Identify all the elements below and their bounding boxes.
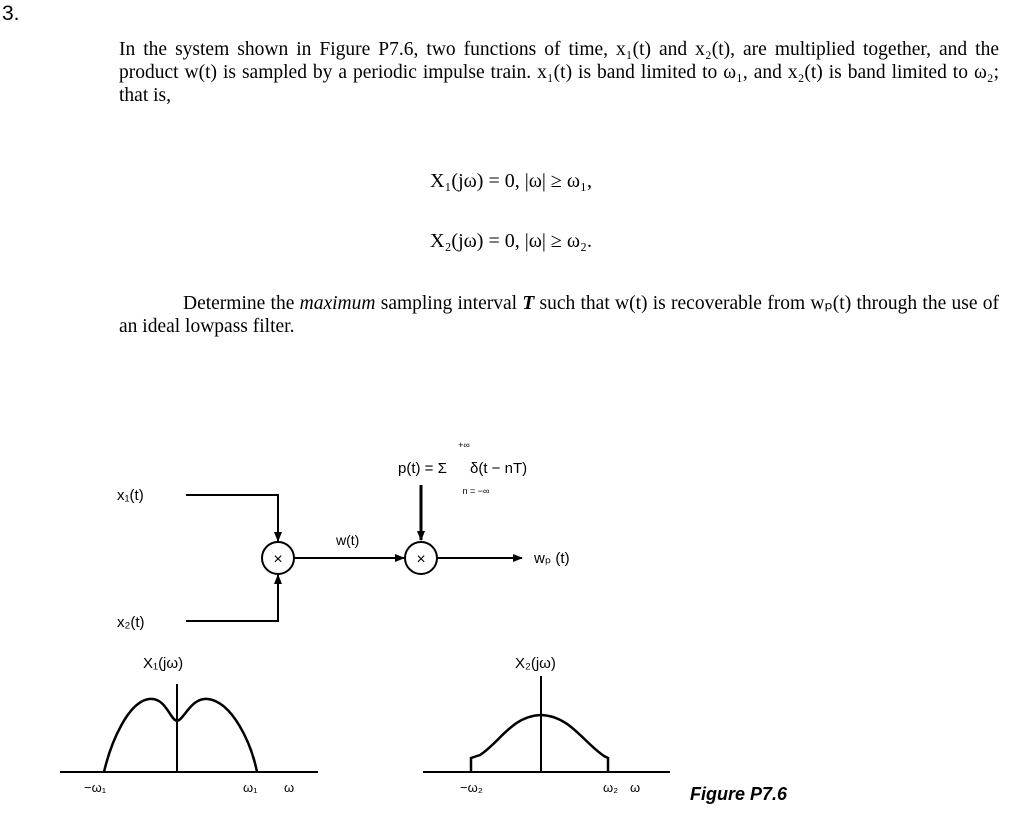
input-x1-label: x₁(t) bbox=[117, 487, 144, 504]
spectrum-x2-curve bbox=[471, 715, 608, 772]
block-diagram bbox=[117, 440, 570, 631]
spectrum-x1 bbox=[60, 655, 318, 795]
spectrum-x1-pos-tick: ω₁ bbox=[243, 780, 258, 795]
figure-caption: Figure P7.6 bbox=[690, 784, 788, 804]
equation-x2-bandlimit: X₂(jω) = 0, |ω| ≥ ω₂. bbox=[430, 230, 593, 252]
spectrum-x2-axis-label: ω bbox=[630, 780, 641, 795]
spectrum-x2 bbox=[423, 655, 670, 795]
impulse-train-lhs: p(t) = Σ bbox=[398, 460, 447, 477]
task-variable-T: T bbox=[522, 293, 535, 314]
task-post: such that w(t) is recoverable from wₚ(t) through the use of an ideal lowpass filter. bbox=[119, 293, 999, 337]
question-number: 3. bbox=[2, 2, 20, 25]
spectrum-x2-pos-tick: ω₂ bbox=[603, 780, 619, 795]
spectrum-x1-neg-tick: −ω₁ bbox=[84, 780, 107, 795]
spectrum-x1-label: X₁(jω) bbox=[143, 655, 184, 672]
spectrum-x1-axis-label: ω bbox=[284, 780, 295, 795]
task-mid: sampling interval bbox=[375, 293, 523, 314]
task-pre: Determine the bbox=[183, 293, 300, 314]
product-w-label: w(t) bbox=[336, 532, 360, 548]
impulse-train-term: δ(t − nT) bbox=[470, 460, 528, 477]
output-wp-label: wₚ (t) bbox=[534, 550, 570, 567]
impulse-train-lower-limit: n = −∞ bbox=[462, 486, 490, 496]
x1-signal-path bbox=[186, 495, 278, 541]
problem-paragraph: In the system shown in Figure P7.6, two functions of time, x₁(t) and x₂(t), are multiplied together, and the product w(t) is sampled by a periodic impulse train. x₁(t) is band limited to ω₁, and x₂(t) is band limited to ω₂; that is, bbox=[119, 39, 999, 106]
input-x2-label: x₂(t) bbox=[117, 614, 145, 631]
x2-signal-path bbox=[186, 575, 278, 621]
task-emphasis-maximum: maximum bbox=[299, 293, 376, 314]
spectrum-x2-neg-tick: −ω₂ bbox=[460, 780, 483, 795]
multiplier-2-symbol: × bbox=[416, 551, 426, 568]
spectrum-x1-curve bbox=[104, 699, 257, 772]
equation-x1-bandlimit: X₁(jω) = 0, |ω| ≥ ω₁, bbox=[430, 170, 593, 192]
spectrum-x2-label: X₂(jω) bbox=[515, 655, 556, 672]
impulse-train-upper-limit: +∞ bbox=[458, 440, 470, 450]
multiplier-1-symbol: × bbox=[273, 551, 283, 568]
